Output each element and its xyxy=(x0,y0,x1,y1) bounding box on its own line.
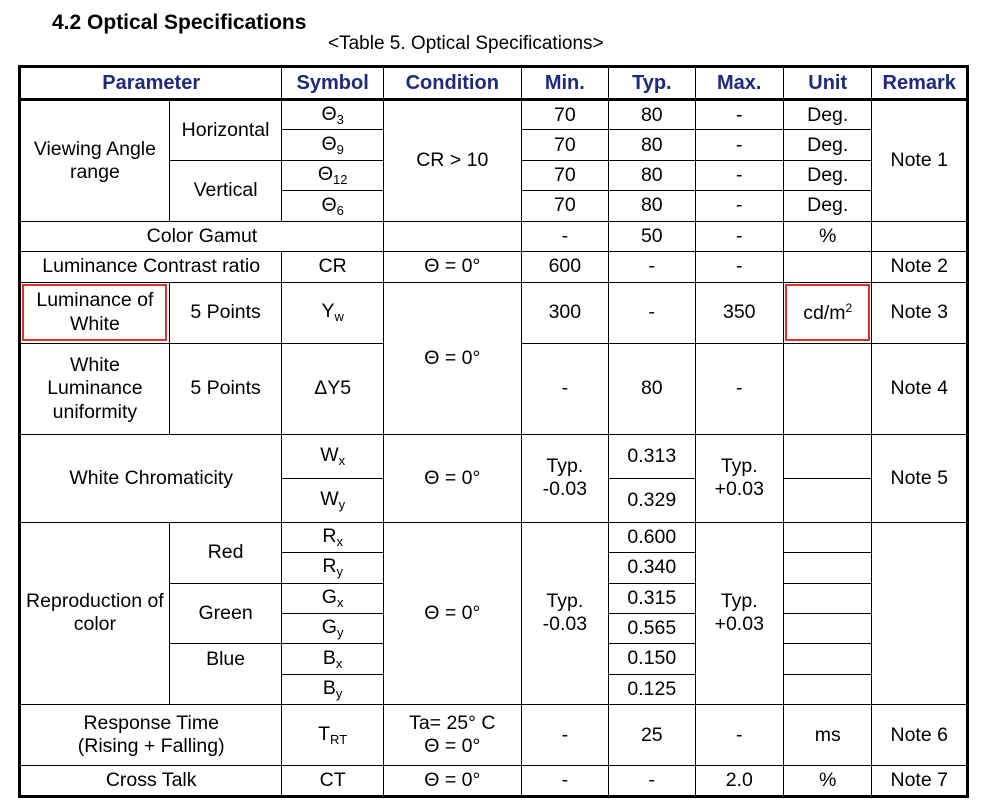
green-label: Green xyxy=(169,583,282,644)
viewing-angle-param: Viewing Angle range xyxy=(20,100,170,222)
chromaticity-param: White Chromaticity xyxy=(20,435,282,522)
typ-cell: 80 xyxy=(609,160,695,190)
header-condition: Condition xyxy=(383,67,521,100)
unit-cell xyxy=(783,644,871,674)
typ-cell: 80 xyxy=(609,191,695,221)
min-cell: - xyxy=(521,766,608,797)
symbol-cell: $G_x$ xyxy=(282,583,384,613)
min-cell: 70 xyxy=(521,160,608,190)
remark-cell: Note 7 xyxy=(872,766,968,797)
symbol-cell: CT xyxy=(282,766,384,797)
symbol-cell: $\Theta_9$ xyxy=(282,130,384,160)
typ-cell: - xyxy=(609,766,695,797)
unit-cell xyxy=(783,553,871,583)
section-title: 4.2 Optical Specifications xyxy=(52,11,307,34)
sub-param-cell: 5 Points xyxy=(169,343,282,434)
header-min: Min. xyxy=(521,67,608,100)
typ-cell: 0.150 xyxy=(609,644,695,674)
symbol-cell: $\Theta_{12}$ xyxy=(282,160,384,190)
unit-cell: ms xyxy=(783,705,871,766)
typ-cell: 0.313 xyxy=(609,435,695,479)
typ-cell: 25 xyxy=(609,705,695,766)
optical-specifications-table xyxy=(18,65,969,798)
typ-cell: 50 xyxy=(609,221,695,251)
shared-condition-cell: Θ = 0° xyxy=(383,282,521,434)
luminance-white-param: Luminance of White xyxy=(20,282,170,343)
cross-talk-param: Cross Talk xyxy=(20,766,282,797)
max-cell: - xyxy=(695,252,783,282)
unit-cell xyxy=(783,583,871,613)
horizontal-label: Horizontal xyxy=(169,100,282,161)
typ-cell: 0.565 xyxy=(609,613,695,643)
symbol-cell: CR xyxy=(282,252,384,282)
typ-cell: - xyxy=(609,282,695,343)
symbol-cell: $R_y$ xyxy=(282,553,384,583)
unit-cell xyxy=(783,343,871,434)
max-cell: - xyxy=(695,221,783,251)
viewing-angle-condition: CR > 10 xyxy=(383,100,521,222)
red-label: Red xyxy=(169,522,282,583)
symbol-cell: $W_y$ xyxy=(282,478,384,522)
max-cell: Typ. +0.03 xyxy=(695,435,783,522)
condition-cell: Θ = 0° xyxy=(383,522,521,705)
symbol-cell: $\Theta_3$ xyxy=(282,100,384,130)
max-cell: 350 xyxy=(695,282,783,343)
symbol-cell: $\Theta_6$ xyxy=(282,191,384,221)
symbol-cell: ΔY5 xyxy=(282,343,384,434)
condition-cell: Θ = 0° xyxy=(383,766,521,797)
vertical-label: Vertical xyxy=(169,160,282,221)
symbol-cell: $W_x$ xyxy=(282,435,384,479)
remark-cell: Note 2 xyxy=(872,252,968,282)
typ-cell: 0.340 xyxy=(609,553,695,583)
condition-cell: Ta= 25° C Θ = 0° xyxy=(383,705,521,766)
remark-cell: Note 4 xyxy=(872,343,968,434)
unit-cell xyxy=(783,252,871,282)
header-unit: Unit xyxy=(783,67,871,100)
min-cell: - xyxy=(521,221,608,251)
max-cell: - xyxy=(695,343,783,434)
header-remark: Remark xyxy=(872,67,968,100)
table-row xyxy=(20,282,968,343)
typ-cell: 0.315 xyxy=(609,583,695,613)
max-cell: Typ. +0.03 xyxy=(695,522,783,705)
unit-cell: Deg. xyxy=(783,160,871,190)
unit-cell xyxy=(783,674,871,704)
max-cell: - xyxy=(695,100,783,130)
min-cell: Typ. -0.03 xyxy=(521,435,608,522)
header-parameter: Parameter xyxy=(20,67,282,100)
typ-cell: 0.329 xyxy=(609,478,695,522)
min-cell: 70 xyxy=(521,191,608,221)
unit-cell: % xyxy=(783,766,871,797)
typ-cell: 0.125 xyxy=(609,674,695,704)
table-row xyxy=(20,252,968,282)
condition-cell: Θ = 0° xyxy=(383,252,521,282)
table-caption: <Table 5. Optical Specifications> xyxy=(328,33,604,54)
symbol-cell: $B_x$ xyxy=(282,644,384,674)
blue-label: Blue xyxy=(169,644,282,705)
sub-param-cell: 5 Points xyxy=(169,282,282,343)
max-cell: - xyxy=(695,160,783,190)
uniformity-param: White Luminance uniformity xyxy=(20,343,170,434)
unit-cell: Deg. xyxy=(783,130,871,160)
color-gamut-param: Color Gamut xyxy=(20,221,384,251)
typ-cell: 80 xyxy=(609,100,695,130)
header-max: Max. xyxy=(695,67,783,100)
min-cell: - xyxy=(521,705,608,766)
table-row xyxy=(20,522,968,552)
remark-cell xyxy=(872,221,968,251)
max-cell: - xyxy=(695,705,783,766)
min-cell: - xyxy=(521,343,608,434)
unit-cell xyxy=(783,478,871,522)
typ-cell: 80 xyxy=(609,343,695,434)
min-cell: 600 xyxy=(521,252,608,282)
symbol-cell: $R_x$ xyxy=(282,522,384,552)
min-cell: 300 xyxy=(521,282,608,343)
unit-cell xyxy=(783,435,871,479)
header-row xyxy=(20,67,968,100)
reproduction-param: Reproduction of color xyxy=(20,522,170,705)
header-typ: Typ. xyxy=(609,67,695,100)
typ-cell: 80 xyxy=(609,130,695,160)
unit-cell: % xyxy=(783,221,871,251)
max-cell: - xyxy=(695,191,783,221)
unit-cell xyxy=(783,522,871,552)
symbol-cell: $Y_w$ xyxy=(282,282,384,343)
remark-cell xyxy=(872,522,968,705)
remark-cell: Note 5 xyxy=(872,435,968,522)
condition-cell xyxy=(383,221,521,251)
header-symbol: Symbol xyxy=(282,67,384,100)
table-row xyxy=(20,435,968,479)
table-row xyxy=(20,100,968,130)
condition-cell: Θ = 0° xyxy=(383,435,521,522)
table-row xyxy=(20,766,968,797)
symbol-cell: $T_{RT}$ xyxy=(282,705,384,766)
unit-cell: Deg. xyxy=(783,100,871,130)
remark-cell: Note 6 xyxy=(872,705,968,766)
min-cell: 70 xyxy=(521,130,608,160)
max-cell: - xyxy=(695,130,783,160)
response-time-param: Response Time (Rising + Falling) xyxy=(20,705,282,766)
max-cell: 2.0 xyxy=(695,766,783,797)
min-cell: 70 xyxy=(521,100,608,130)
min-cell: Typ. -0.03 xyxy=(521,522,608,705)
unit-cell: $cd/m^2$ xyxy=(783,282,871,343)
table-row xyxy=(20,221,968,251)
symbol-cell: $G_y$ xyxy=(282,613,384,643)
symbol-cell: $B_y$ xyxy=(282,674,384,704)
contrast-param: Luminance Contrast ratio xyxy=(20,252,282,282)
remark-cell: Note 3 xyxy=(872,282,968,343)
unit-cell xyxy=(783,613,871,643)
remark-cell: Note 1 xyxy=(872,100,968,222)
typ-cell: 0.600 xyxy=(609,522,695,552)
unit-cell: Deg. xyxy=(783,191,871,221)
table-row xyxy=(20,705,968,766)
typ-cell: - xyxy=(609,252,695,282)
